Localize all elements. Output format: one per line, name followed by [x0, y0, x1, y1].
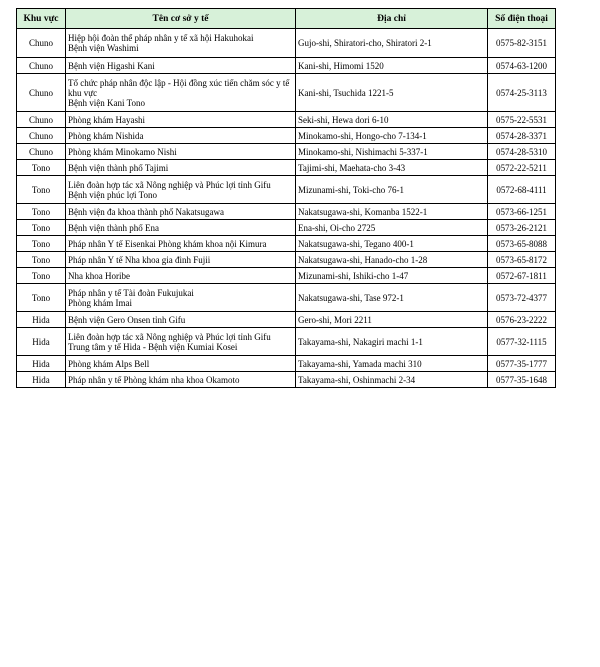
- cell-region: Chuno: [17, 58, 66, 74]
- cell-phone: 0572-22-5211: [488, 160, 556, 176]
- cell-phone: 0574-63-1200: [488, 58, 556, 74]
- header-region: Khu vực: [17, 9, 66, 29]
- cell-address: Seki-shi, Hewa dori 6-10: [296, 112, 488, 128]
- facility-name-line: Pháp nhân Y tế Nha khoa gia đình Fujii: [68, 254, 211, 265]
- cell-facility-name: [66, 372, 296, 388]
- cell-address: Takayama-shi, Yamada machi 310: [296, 356, 488, 372]
- header-facility-name: Tên cơ sở y tế: [66, 9, 296, 29]
- cell-region: Tono: [17, 160, 66, 176]
- cell-phone: 0577-35-1777: [488, 356, 556, 372]
- cell-phone: 0577-32-1115: [488, 328, 556, 356]
- table-row: [17, 29, 556, 58]
- header-address: Địa chỉ: [296, 9, 488, 29]
- cell-address: Takayama-shi, Nakagiri machi 1-1: [296, 328, 488, 356]
- table-row: [17, 58, 556, 74]
- facility-name-line: Phòng khám Minokamo Nishi: [68, 146, 177, 157]
- table-row: [17, 204, 556, 220]
- cell-address: Mizunami-shi, Toki-cho 76-1: [296, 176, 488, 204]
- cell-facility-name: [66, 252, 296, 268]
- facility-name-line: Tổ chức pháp nhân độc lập - Hội đồng xúc tiến chăm sóc y tế khu vực: [68, 77, 290, 98]
- facility-name-line: Phòng khám Imai: [68, 297, 132, 308]
- cell-address: Nakatsugawa-shi, Komanba 1522-1: [296, 204, 488, 220]
- cell-facility-name: [66, 220, 296, 236]
- table-row: [17, 144, 556, 160]
- table-row: [17, 268, 556, 284]
- cell-phone: 0575-82-3151: [488, 29, 556, 58]
- table-row: [17, 252, 556, 268]
- cell-address: Kani-shi, Himomi 1520: [296, 58, 488, 74]
- table-row: [17, 236, 556, 252]
- table-row: [17, 74, 556, 112]
- facility-name-line: Nha khoa Horibe: [68, 270, 130, 281]
- cell-phone: 0575-22-5531: [488, 112, 556, 128]
- cell-facility-name: [66, 144, 296, 160]
- cell-facility-name: [66, 160, 296, 176]
- facility-name-line: Bệnh viện phúc lợi Tono: [68, 189, 157, 200]
- facility-name-line: Liên đoàn hợp tác xã Nông nghiệp và Phúc lợi tỉnh Gifu: [68, 331, 271, 342]
- cell-address: Kani-shi, Tsuchida 1221-5: [296, 74, 488, 112]
- facility-name-line: Trung tâm y tế Hida - Bệnh viện Kumiai Kosei: [68, 341, 238, 352]
- facility-name-line: Bệnh viện thành phố Ena: [68, 222, 159, 233]
- cell-region: Hida: [17, 372, 66, 388]
- facility-name-line: Pháp nhân y tế Tài đoàn Fukujukai: [68, 287, 194, 298]
- facility-name-line: Phòng khám Alps Bell: [68, 358, 150, 369]
- cell-facility-name: [66, 112, 296, 128]
- cell-facility-name: [66, 176, 296, 204]
- cell-facility-name: [66, 284, 296, 312]
- facility-name-line: Liên đoàn hợp tác xã Nông nghiệp và Phúc lợi tỉnh Gifu: [68, 179, 271, 190]
- table-row: [17, 356, 556, 372]
- table-body: [17, 29, 556, 388]
- cell-facility-name: [66, 74, 296, 112]
- table-row: [17, 328, 556, 356]
- cell-phone: 0573-66-1251: [488, 204, 556, 220]
- cell-address: Nakatsugawa-shi, Tegano 400-1: [296, 236, 488, 252]
- cell-phone: 0577-35-1648: [488, 372, 556, 388]
- table-header-row: [17, 9, 556, 29]
- cell-phone: 0574-28-5310: [488, 144, 556, 160]
- facility-name-line: Phòng khám Hayashi: [68, 114, 145, 125]
- facility-name-line: Pháp nhân y tế Phòng khám nha khoa Okamoto: [68, 374, 240, 385]
- cell-facility-name: [66, 356, 296, 372]
- medical-facilities-table: [16, 8, 556, 388]
- cell-phone: 0574-28-3371: [488, 128, 556, 144]
- cell-region: Tono: [17, 236, 66, 252]
- cell-address: Nakatsugawa-shi, Hanado-cho 1-28: [296, 252, 488, 268]
- table-row: [17, 176, 556, 204]
- cell-phone: 0573-65-8172: [488, 252, 556, 268]
- cell-phone: 0576-23-2222: [488, 312, 556, 328]
- facility-name-line: Bệnh viện Washimi: [68, 43, 139, 53]
- cell-region: Hida: [17, 312, 66, 328]
- facility-name-line: Phòng khám Nishida: [68, 130, 144, 141]
- cell-region: Chuno: [17, 29, 66, 58]
- cell-address: Gero-shi, Mori 2211: [296, 312, 488, 328]
- cell-region: Tono: [17, 176, 66, 204]
- header-phone: Số điện thoại: [488, 9, 556, 29]
- cell-region: Hida: [17, 328, 66, 356]
- table-row: [17, 112, 556, 128]
- cell-facility-name: [66, 236, 296, 252]
- facility-name-line: Bệnh viện thành phố Tajimi: [68, 162, 169, 173]
- cell-facility-name: [66, 58, 296, 74]
- cell-region: Hida: [17, 356, 66, 372]
- table-row: [17, 128, 556, 144]
- facility-name-line: Bệnh viện Kani Tono: [68, 97, 145, 108]
- facility-name-line: Bệnh viện đa khoa thành phố Nakatsugawa: [68, 206, 224, 217]
- cell-address: Mizunami-shi, Ishiki-cho 1-47: [296, 268, 488, 284]
- cell-phone: 0573-65-8088: [488, 236, 556, 252]
- table-row: [17, 284, 556, 312]
- cell-facility-name: [66, 312, 296, 328]
- cell-phone: 0573-26-2121: [488, 220, 556, 236]
- cell-facility-name: [66, 128, 296, 144]
- cell-phone: 0572-67-1811: [488, 268, 556, 284]
- table-row: [17, 372, 556, 388]
- facility-name-line: Bệnh viện Gero Onsen tỉnh Gifu: [68, 314, 186, 325]
- facility-name-line: Hiệp hội đoàn thể pháp nhân y tế xã hội Hakuhokai: [68, 33, 254, 43]
- cell-region: Tono: [17, 268, 66, 284]
- cell-region: Tono: [17, 252, 66, 268]
- cell-phone: 0574-25-3113: [488, 74, 556, 112]
- table-row: [17, 220, 556, 236]
- cell-address: Ena-shi, Oi-cho 2725: [296, 220, 488, 236]
- cell-address: Minokamo-shi, Hongo-cho 7-134-1: [296, 128, 488, 144]
- cell-region: Chuno: [17, 112, 66, 128]
- facility-name-line: Bệnh viện Higashi Kani: [68, 60, 155, 71]
- cell-address: Tajimi-shi, Maehata-cho 3-43: [296, 160, 488, 176]
- cell-phone: 0573-72-4377: [488, 284, 556, 312]
- cell-region: Tono: [17, 220, 66, 236]
- cell-facility-name: [66, 328, 296, 356]
- cell-phone: 0572-68-4111: [488, 176, 556, 204]
- facility-name-line: Pháp nhân Y tế Eisenkai Phòng khám khoa nội Kimura: [68, 238, 267, 249]
- cell-region: Chuno: [17, 74, 66, 112]
- cell-region: Chuno: [17, 144, 66, 160]
- cell-facility-name: [66, 268, 296, 284]
- cell-address: Minokamo-shi, Nishimachi 5-337-1: [296, 144, 488, 160]
- cell-region: Chuno: [17, 128, 66, 144]
- cell-region: Tono: [17, 284, 66, 312]
- cell-address: Gujo-shi, Shiratori-cho, Shiratori 2-1: [296, 29, 488, 58]
- cell-address: Nakatsugawa-shi, Tase 972-1: [296, 284, 488, 312]
- cell-facility-name: [66, 204, 296, 220]
- table-row: [17, 312, 556, 328]
- cell-region: Tono: [17, 204, 66, 220]
- cell-address: Takayama-shi, Oshinmachi 2-34: [296, 372, 488, 388]
- cell-facility-name: [66, 29, 296, 58]
- table-row: [17, 160, 556, 176]
